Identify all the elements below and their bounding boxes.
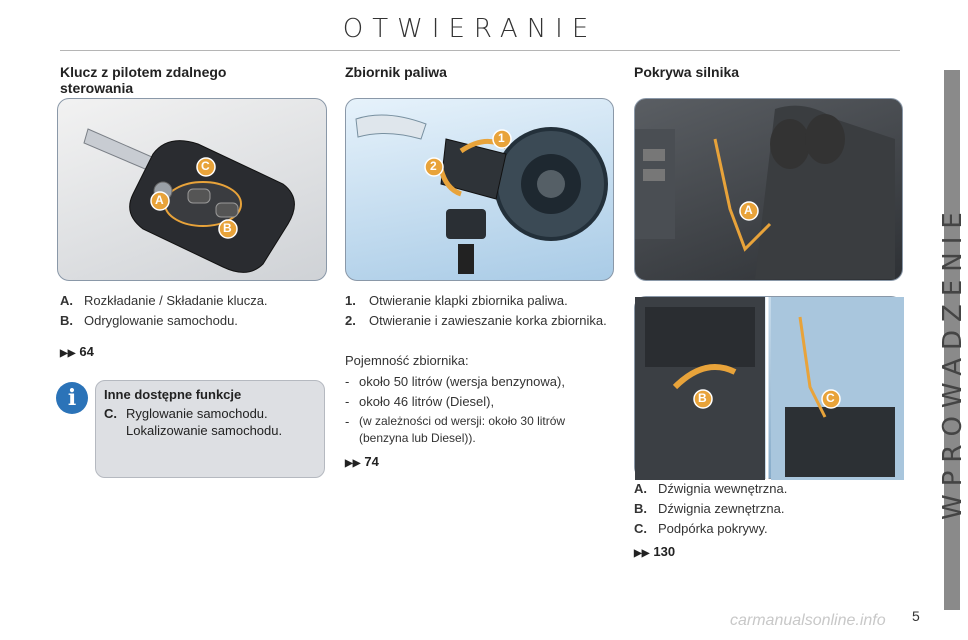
list-item: A. Rozkładanie / Składanie klucza. bbox=[60, 293, 268, 308]
page-number: 5 bbox=[912, 608, 920, 624]
key-list bbox=[60, 292, 325, 332]
forward-icon: ▶▶ bbox=[60, 348, 76, 359]
callout-b-label: B bbox=[698, 391, 707, 405]
forward-icon: ▶▶ bbox=[345, 458, 361, 469]
list-item: 1. Otwieranie klapki zbiornika paliwa. bbox=[345, 293, 568, 308]
page-title: OTWIERANIE bbox=[342, 14, 598, 44]
bonnet-page-ref[interactable]: ▶▶ 130 bbox=[634, 544, 676, 559]
key-heading: Klucz z pilotem zdalnego sterowania bbox=[60, 64, 227, 96]
capacity-title: Pojemność zbiornika: bbox=[345, 353, 469, 368]
callout-a-label: A bbox=[155, 193, 164, 207]
chapter-label: WPROWADZENIE bbox=[938, 204, 968, 520]
key-illustration bbox=[57, 98, 327, 281]
watermark: carmanualsonline.info bbox=[730, 612, 886, 629]
callout-1-label: 1 bbox=[498, 131, 505, 145]
info-item: C. Ryglowanie samochodu. Lokalizowanie samochodu. bbox=[104, 406, 283, 438]
list-item: - około 50 litrów (wersja benzynowa), bbox=[345, 374, 565, 389]
info-title: Inne dostępne funkcje bbox=[104, 387, 242, 402]
bonnet-exterior-illustration bbox=[634, 296, 903, 479]
key-page-ref[interactable]: ▶▶ 64 bbox=[60, 344, 94, 359]
callout-2-label: 2 bbox=[430, 159, 437, 173]
list-item: C. Podpórka pokrywy. bbox=[634, 521, 768, 536]
fuel-page-ref[interactable]: ▶▶ 74 bbox=[345, 454, 379, 469]
callout-c-label: C bbox=[201, 159, 210, 173]
fuel-capacity bbox=[345, 352, 615, 450]
forward-icon: ▶▶ bbox=[634, 548, 650, 559]
info-icon: i bbox=[56, 382, 88, 414]
list-item: A. Dźwignia wewnętrzna. bbox=[634, 481, 788, 496]
bonnet-interior-illustration bbox=[634, 98, 903, 281]
list-item: - (w zależności od wersji: około 30 litrów (benzyna lub Diesel)). bbox=[345, 414, 566, 445]
callout-b-label: B bbox=[223, 221, 232, 235]
fuel-illustration bbox=[345, 98, 614, 281]
callout-c-label: C bbox=[826, 391, 835, 405]
list-item: - około 46 litrów (Diesel), bbox=[345, 394, 495, 409]
list-item: B. Dźwignia zewnętrzna. bbox=[634, 501, 785, 516]
list-item: B. Odryglowanie samochodu. bbox=[60, 313, 238, 328]
bonnet-heading: Pokrywa silnika bbox=[634, 64, 740, 80]
info-box bbox=[95, 380, 325, 478]
callout-a-label: A bbox=[744, 203, 753, 217]
fuel-heading: Zbiornik paliwa bbox=[345, 64, 447, 80]
title-divider bbox=[60, 50, 900, 51]
bonnet-list bbox=[634, 480, 899, 540]
fuel-list bbox=[345, 292, 615, 332]
list-item: 2. Otwieranie i zawieszanie korka zbiornika. bbox=[345, 313, 607, 328]
